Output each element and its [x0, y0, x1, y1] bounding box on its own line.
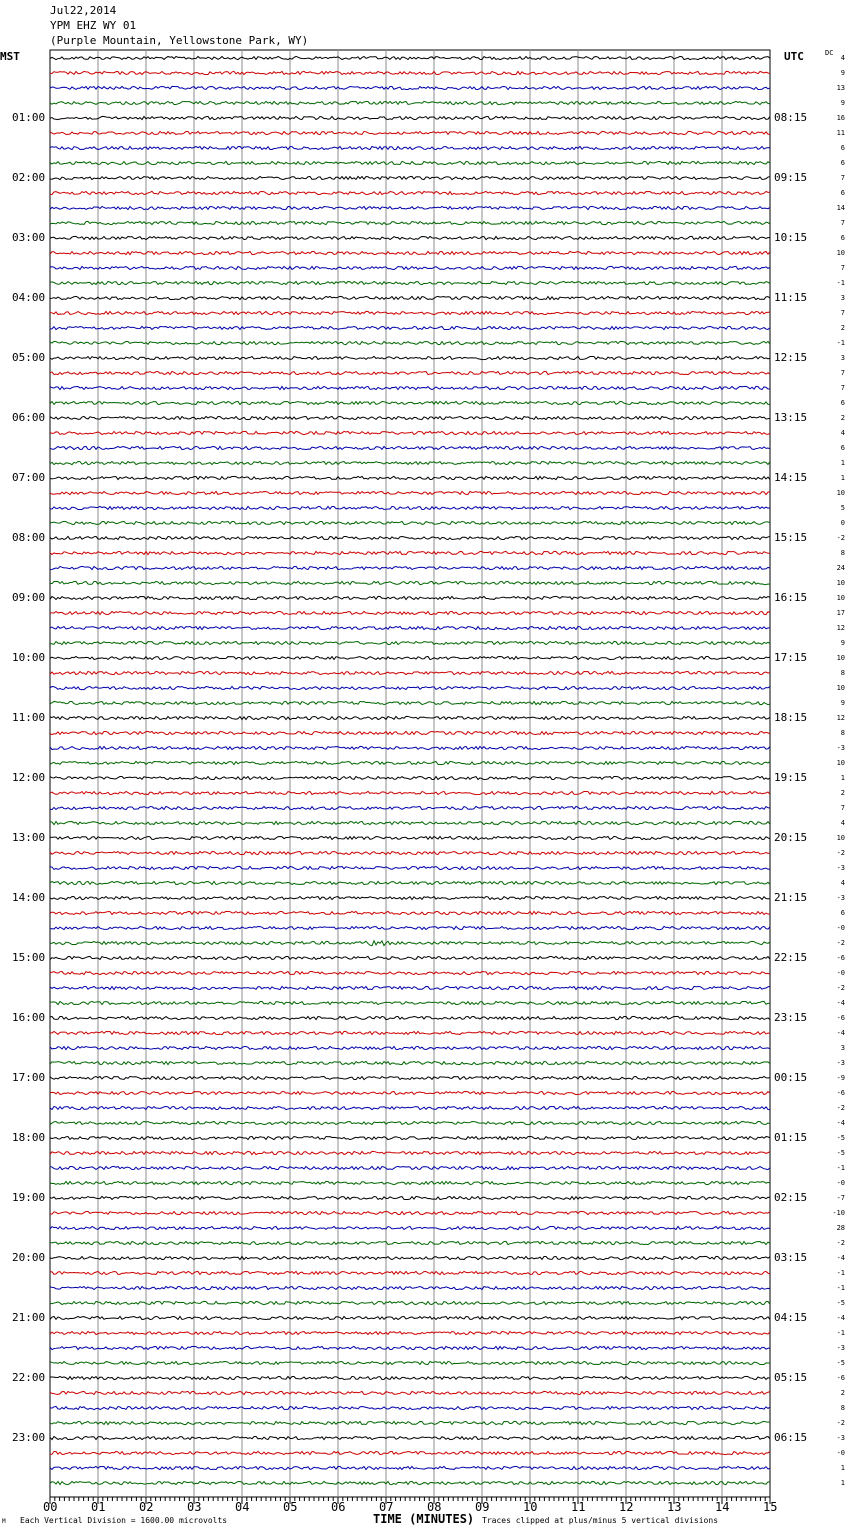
seismic-trace — [50, 236, 770, 239]
dc-offset-label: 10 — [836, 249, 845, 257]
right-hour-label: 17:15 — [774, 651, 808, 664]
dc-offset-label: -3 — [836, 1434, 845, 1442]
seismic-trace — [50, 1106, 770, 1109]
right-hour-label: 05:15 — [774, 1371, 808, 1384]
seismic-trace — [50, 566, 770, 569]
seismic-trace — [50, 416, 770, 419]
seismic-trace — [50, 986, 770, 989]
seismic-trace — [50, 1241, 770, 1244]
seismic-trace — [50, 926, 770, 929]
dc-offset-label: -4 — [836, 1119, 845, 1127]
dc-offset-label: 7 — [840, 174, 845, 182]
dc-offset-label: 1 — [840, 474, 845, 482]
seismic-trace — [50, 341, 770, 344]
dc-offset-label: -4 — [836, 1314, 845, 1322]
seismic-trace — [50, 866, 770, 869]
seismic-trace — [50, 701, 770, 704]
seismic-trace — [50, 1211, 770, 1214]
dc-offset-label: 2 — [840, 1389, 845, 1397]
left-hour-label: 11:00 — [12, 711, 46, 724]
seismic-trace — [50, 611, 770, 614]
dc-offset-label: 1 — [840, 1464, 845, 1472]
seismic-trace — [50, 56, 770, 59]
dc-offset-label: 3 — [840, 1044, 845, 1052]
dc-offset-label: 12 — [836, 624, 845, 632]
seismic-trace — [50, 956, 770, 959]
dc-offset-label: 0 — [840, 519, 845, 527]
x-tick-label: 01 — [91, 1500, 106, 1514]
dc-offset-label: 7 — [840, 264, 845, 272]
dc-offset-label: -5 — [836, 1299, 845, 1307]
dc-offset-label: 10 — [836, 684, 845, 692]
seismic-trace — [50, 641, 770, 644]
seismic-trace — [50, 71, 770, 74]
seismic-trace — [50, 491, 770, 494]
scale-note: Each Vertical Division = 1600.00 microvolts — [20, 1516, 228, 1525]
seismic-trace — [50, 1331, 770, 1334]
dc-offset-label: 10 — [836, 759, 845, 767]
dc-offset-label: 4 — [840, 54, 845, 62]
dc-offset-label: 11 — [836, 129, 845, 137]
x-tick-label: 14 — [715, 1500, 730, 1514]
seismic-trace — [50, 1256, 770, 1259]
dc-offset-label: 7 — [840, 219, 845, 227]
seismic-trace — [50, 1136, 770, 1139]
right-hour-label: 08:15 — [774, 111, 808, 124]
left-hour-label: 15:00 — [12, 951, 46, 964]
seismic-trace — [50, 1061, 770, 1064]
dc-offset-label: 16 — [836, 114, 845, 122]
right-hour-label: 15:15 — [774, 531, 808, 544]
seismic-trace — [50, 1031, 770, 1034]
seismic-trace — [50, 1316, 770, 1319]
dc-offset-label: 12 — [836, 714, 845, 722]
dc-offset-label: 9 — [840, 639, 845, 647]
seismic-trace — [50, 461, 770, 464]
dc-offset-label: 10 — [836, 489, 845, 497]
left-hour-label: 20:00 — [12, 1251, 46, 1264]
dc-offset-label: 8 — [840, 729, 845, 737]
dc-offset-label: -2 — [836, 939, 845, 947]
seismic-trace — [50, 716, 770, 719]
right-hour-label: 11:15 — [774, 291, 808, 304]
seismic-trace — [50, 131, 770, 134]
seismic-trace — [50, 191, 770, 194]
dc-offset-label: -5 — [836, 1149, 845, 1157]
seismic-trace — [50, 161, 770, 164]
dc-offset-label: 10 — [836, 579, 845, 587]
seismic-trace — [50, 251, 770, 254]
seismic-trace — [50, 311, 770, 314]
seismic-trace — [50, 896, 770, 899]
seismic-trace — [50, 1121, 770, 1124]
seismic-trace — [50, 1286, 770, 1289]
dc-offset-label: -1 — [836, 1164, 845, 1172]
seismic-trace — [50, 221, 770, 224]
left-hour-label: 18:00 — [12, 1131, 46, 1144]
seismic-trace — [50, 941, 770, 946]
dc-offset-label: 6 — [840, 444, 845, 452]
right-hour-label: 14:15 — [774, 471, 808, 484]
seismic-trace — [50, 1346, 770, 1349]
dc-offset-label: -2 — [836, 1419, 845, 1427]
header-date: Jul22,2014 — [50, 4, 117, 17]
right-hour-label: 19:15 — [774, 771, 808, 784]
seismic-trace — [50, 1001, 770, 1004]
seismic-trace — [50, 656, 770, 659]
dc-offset-label: -4 — [836, 999, 845, 1007]
right-timezone-label: UTC — [784, 50, 804, 63]
x-tick-label: 04 — [235, 1500, 250, 1514]
right-hour-label: 13:15 — [774, 411, 808, 424]
left-hour-label: 07:00 — [12, 471, 46, 484]
seismic-trace — [50, 776, 770, 779]
x-axis-label: TIME (MINUTES) — [373, 1512, 475, 1526]
dc-offset-label: 10 — [836, 834, 845, 842]
seismic-trace — [50, 176, 770, 179]
dc-offset-label: 28 — [836, 1224, 845, 1232]
dc-offset-label: 5 — [840, 504, 845, 512]
left-hour-label: 01:00 — [12, 111, 46, 124]
dc-offset-label: -1 — [836, 279, 845, 287]
seismic-trace — [50, 791, 770, 794]
right-hour-label: 10:15 — [774, 231, 808, 244]
dc-offset-label: 3 — [840, 354, 845, 362]
seismic-trace — [50, 581, 770, 584]
dc-offset-label: 8 — [840, 669, 845, 677]
dc-offset-label: 14 — [836, 204, 845, 212]
left-hour-label: 02:00 — [12, 171, 46, 184]
dc-offset-label: 10 — [836, 594, 845, 602]
dc-offset-label: 7 — [840, 384, 845, 392]
seismic-trace — [50, 1271, 770, 1274]
dc-offset-label: -1 — [836, 339, 845, 347]
seismic-trace — [50, 1481, 770, 1484]
right-hour-label: 09:15 — [774, 171, 808, 184]
dc-offset-label: 8 — [840, 549, 845, 557]
dc-offset-label: -3 — [836, 864, 845, 872]
header-location: (Purple Mountain, Yellowstone Park, WY) — [50, 34, 309, 47]
seismic-trace — [50, 746, 770, 749]
seismic-trace — [50, 1166, 770, 1169]
left-timezone-label: MST — [0, 50, 20, 63]
seismic-trace — [50, 761, 770, 764]
dc-offset-label: 6 — [840, 234, 845, 242]
dc-offset-label: 6 — [840, 399, 845, 407]
left-hour-label: 14:00 — [12, 891, 46, 904]
seismic-trace — [50, 356, 770, 359]
dc-offset-label: -6 — [836, 954, 845, 962]
dc-offset-label: -0 — [836, 924, 845, 932]
x-tick-label: 09 — [475, 1500, 490, 1514]
dc-offset-label: 9 — [840, 699, 845, 707]
left-hour-label: 09:00 — [12, 591, 46, 604]
left-hour-label: 03:00 — [12, 231, 46, 244]
x-tick-label: 15 — [763, 1500, 778, 1514]
right-hour-label: 12:15 — [774, 351, 808, 364]
seismic-trace — [50, 1091, 770, 1094]
dc-offset-label: -1 — [836, 1329, 845, 1337]
dc-offset-label: -3 — [836, 894, 845, 902]
seismic-trace — [50, 1406, 770, 1409]
seismic-trace — [50, 371, 770, 374]
dc-header-label: DC — [825, 49, 834, 57]
dc-offset-label: -0 — [836, 969, 845, 977]
right-hour-label: 20:15 — [774, 831, 808, 844]
dc-offset-label: 4 — [840, 819, 845, 827]
x-tick-label: 06 — [331, 1500, 346, 1514]
right-hour-label: 02:15 — [774, 1191, 808, 1204]
left-hour-label: 19:00 — [12, 1191, 46, 1204]
seismic-trace — [50, 101, 770, 104]
dc-offset-label: 10 — [836, 654, 845, 662]
seismic-trace — [50, 971, 770, 974]
seismic-trace — [50, 686, 770, 689]
dc-offset-label: 9 — [840, 69, 845, 77]
dc-offset-label: 6 — [840, 144, 845, 152]
x-tick-label: 02 — [139, 1500, 154, 1514]
x-tick-label: 13 — [667, 1500, 682, 1514]
seismic-trace — [50, 1226, 770, 1229]
x-tick-label: 00 — [43, 1500, 58, 1514]
clip-note: Traces clipped at plus/minus 5 vertical divisions — [482, 1516, 719, 1525]
seismic-trace — [50, 1016, 770, 1019]
corner-mark: M — [2, 1518, 6, 1525]
dc-offset-label: -10 — [832, 1209, 845, 1217]
dc-offset-label: 7 — [840, 369, 845, 377]
dc-offset-label: -9 — [836, 1074, 845, 1082]
seismic-trace — [50, 1181, 770, 1184]
seismic-trace — [50, 266, 770, 269]
dc-offset-label: -3 — [836, 744, 845, 752]
dc-offset-label: 7 — [840, 804, 845, 812]
seismic-trace — [50, 851, 770, 854]
x-tick-label: 11 — [571, 1500, 586, 1514]
dc-offset-label: 3 — [840, 294, 845, 302]
dc-offset-label: 6 — [840, 189, 845, 197]
dc-offset-label: -4 — [836, 1254, 845, 1262]
right-hour-label: 04:15 — [774, 1311, 808, 1324]
seismic-trace — [50, 326, 770, 329]
right-hour-label: 03:15 — [774, 1251, 808, 1264]
dc-offset-label: 17 — [836, 609, 845, 617]
dc-offset-label: -3 — [836, 1059, 845, 1067]
seismic-trace — [50, 881, 770, 884]
seismic-trace — [50, 1361, 770, 1364]
seismic-trace — [50, 1466, 770, 1469]
seismic-trace — [50, 671, 770, 674]
right-hour-label: 00:15 — [774, 1071, 808, 1084]
seismic-trace — [50, 1436, 770, 1439]
seismic-trace — [50, 386, 770, 389]
seismic-trace — [50, 296, 770, 299]
right-hour-label: 18:15 — [774, 711, 808, 724]
seismic-trace — [50, 821, 770, 824]
dc-offset-label: -3 — [836, 1344, 845, 1352]
seismic-trace — [50, 536, 770, 539]
left-hour-label: 12:00 — [12, 771, 46, 784]
dc-offset-label: -1 — [836, 1284, 845, 1292]
dc-offset-label: -5 — [836, 1359, 845, 1367]
right-hour-label: 06:15 — [774, 1431, 808, 1444]
dc-offset-label: 4 — [840, 429, 845, 437]
left-hour-label: 16:00 — [12, 1011, 46, 1024]
left-hour-label: 08:00 — [12, 531, 46, 544]
left-hour-label: 06:00 — [12, 411, 46, 424]
left-hour-label: 05:00 — [12, 351, 46, 364]
seismic-trace — [50, 86, 770, 89]
dc-offset-label: -2 — [836, 849, 845, 857]
right-hour-label: 23:15 — [774, 1011, 808, 1024]
left-hour-label: 23:00 — [12, 1431, 46, 1444]
right-hour-label: 22:15 — [774, 951, 808, 964]
dc-offset-label: -0 — [836, 1449, 845, 1457]
dc-offset-label: 6 — [840, 159, 845, 167]
dc-offset-label: 7 — [840, 309, 845, 317]
left-hour-label: 13:00 — [12, 831, 46, 844]
left-hour-label: 10:00 — [12, 651, 46, 664]
seismic-trace — [50, 1076, 770, 1079]
dc-offset-label: 8 — [840, 1404, 845, 1412]
seismic-trace — [50, 206, 770, 209]
seismic-trace — [50, 1376, 770, 1379]
dc-offset-label: -6 — [836, 1014, 845, 1022]
seismic-trace — [50, 146, 770, 149]
seismic-trace — [50, 281, 770, 284]
left-hour-label: 21:00 — [12, 1311, 46, 1324]
seismic-trace — [50, 401, 770, 404]
dc-offset-label: 1 — [840, 774, 845, 782]
seismic-trace — [50, 551, 770, 554]
dc-offset-label: 13 — [836, 84, 845, 92]
seismic-trace — [50, 596, 770, 599]
seismic-trace — [50, 521, 770, 524]
dc-offset-label: -6 — [836, 1089, 845, 1097]
seismic-trace — [50, 731, 770, 734]
x-tick-label: 03 — [187, 1500, 202, 1514]
x-tick-label: 07 — [379, 1500, 394, 1514]
seismic-trace — [50, 911, 770, 914]
dc-offset-label: 2 — [840, 789, 845, 797]
seismic-trace — [50, 836, 770, 839]
dc-offset-label: -6 — [836, 1374, 845, 1382]
seismic-trace — [50, 1421, 770, 1424]
seismic-trace — [50, 1301, 770, 1304]
seismic-trace — [50, 1391, 770, 1394]
dc-offset-label: -4 — [836, 1029, 845, 1037]
dc-offset-label: 2 — [840, 324, 845, 332]
seismic-trace — [50, 1451, 770, 1454]
seismic-trace — [50, 626, 770, 629]
dc-offset-label: 4 — [840, 879, 845, 887]
seismic-trace — [50, 1151, 770, 1154]
seismic-trace — [50, 446, 770, 449]
dc-offset-label: -2 — [836, 984, 845, 992]
dc-offset-label: 24 — [836, 564, 845, 572]
seismic-trace — [50, 431, 770, 434]
seismic-trace — [50, 476, 770, 479]
seismic-trace — [50, 506, 770, 509]
dc-offset-label: -2 — [836, 1104, 845, 1112]
x-tick-label: 05 — [283, 1500, 298, 1514]
dc-offset-label: 1 — [840, 459, 845, 467]
left-hour-label: 17:00 — [12, 1071, 46, 1084]
right-hour-label: 21:15 — [774, 891, 808, 904]
seismic-trace — [50, 1046, 770, 1049]
dc-offset-label: -0 — [836, 1179, 845, 1187]
dc-offset-label: 1 — [840, 1479, 845, 1487]
x-tick-label: 10 — [523, 1500, 538, 1514]
dc-offset-label: -1 — [836, 1269, 845, 1277]
right-hour-label: 01:15 — [774, 1131, 808, 1144]
right-hour-label: 16:15 — [774, 591, 808, 604]
header-station: YPM EHZ WY 01 — [50, 19, 137, 32]
x-tick-label: 08 — [427, 1500, 442, 1514]
dc-offset-label: -2 — [836, 1239, 845, 1247]
dc-offset-label: -2 — [836, 534, 845, 542]
x-tick-label: 12 — [619, 1500, 634, 1514]
dc-offset-label: 2 — [840, 414, 845, 422]
dc-offset-label: -7 — [836, 1194, 845, 1202]
seismic-trace — [50, 806, 770, 809]
seismic-trace — [50, 1196, 770, 1199]
left-hour-label: 04:00 — [12, 291, 46, 304]
dc-offset-label: 9 — [840, 99, 845, 107]
dc-offset-label: -5 — [836, 1134, 845, 1142]
left-hour-label: 22:00 — [12, 1371, 46, 1384]
dc-offset-label: 6 — [840, 909, 845, 917]
seismic-trace — [50, 116, 770, 119]
